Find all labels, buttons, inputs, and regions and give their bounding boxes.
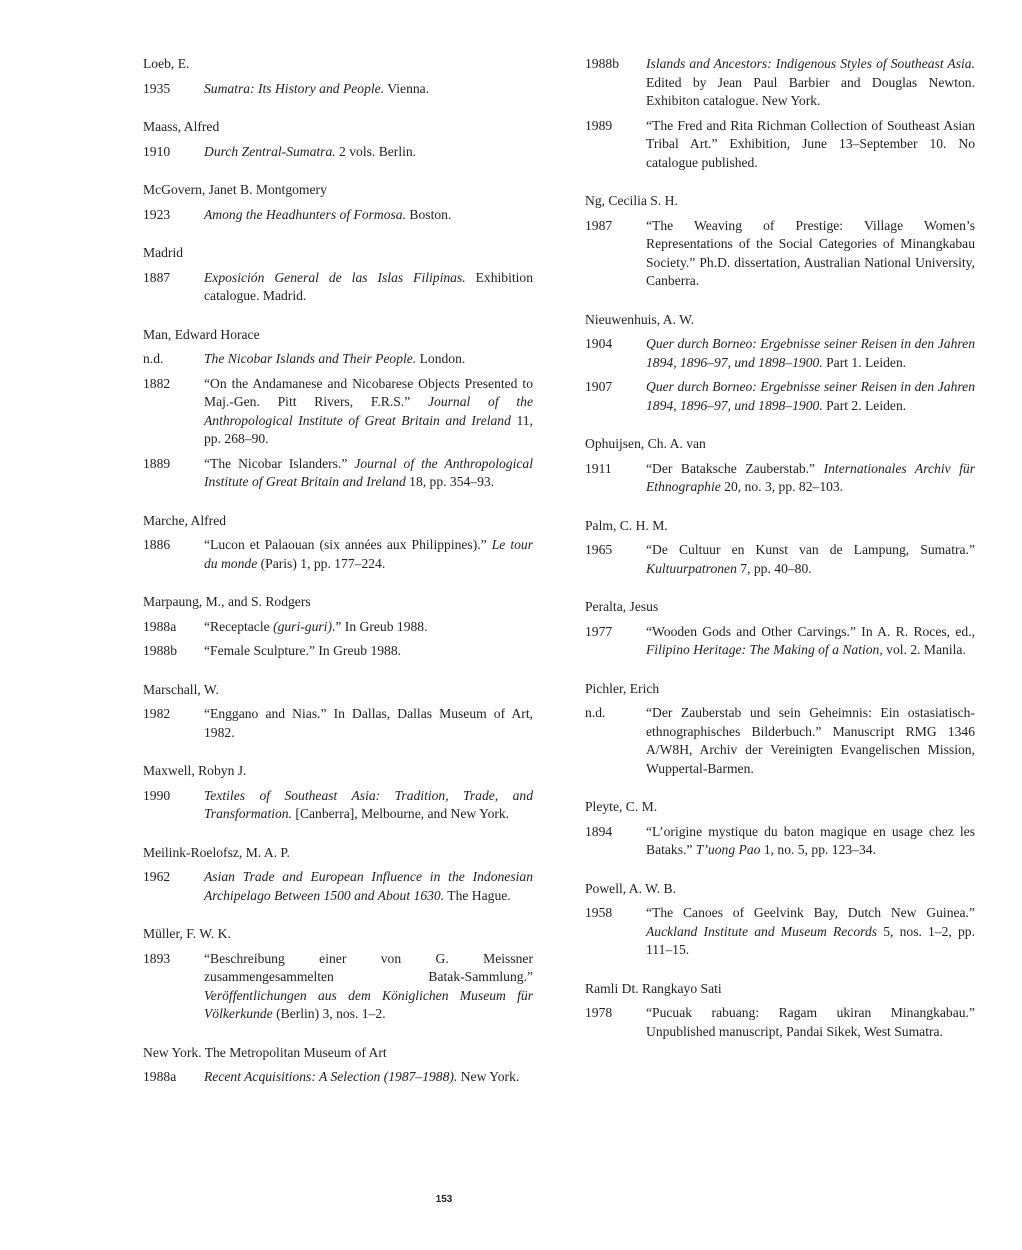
bibliography-entry: [143, 269, 533, 306]
entry-year: 1894: [585, 823, 613, 839]
entry-year: 1886: [143, 537, 171, 552]
entry-year: 1988b: [143, 643, 177, 658]
entry-citation: [204, 455, 533, 492]
citation-title: Journal of the Anthropological Institute of Great Britain and Ireland: [204, 394, 533, 428]
citation-title: Kultuurpatronen: [646, 560, 737, 576]
bibliography-group: [143, 681, 533, 743]
entry-citation: [204, 868, 533, 905]
citation-title: The Nicobar Islands and Their People.: [204, 351, 417, 366]
entry-year: 1988a: [143, 618, 177, 634]
entry-citation: [646, 541, 975, 578]
bibliography-entry: [585, 823, 975, 860]
entry-citation: [204, 536, 533, 573]
entry-year: n.d.: [585, 705, 606, 720]
entry-citation: [204, 705, 533, 742]
bibliography-entry: [143, 705, 533, 742]
bibliography-entry: [585, 704, 975, 778]
citation-title: Journal of the Anthropological Institute of Great Britain and Ireland: [204, 455, 533, 489]
author-heading: Loeb, E.: [143, 56, 190, 71]
bibliography-group: [143, 1044, 533, 1087]
citation-title: Asian Trade and European Influence in the Indonesian Archipelago Between 1500 and About 1630.: [204, 869, 533, 903]
entry-citation: [646, 823, 975, 860]
citation-text: Part 2. Leiden.: [822, 397, 907, 413]
citation-title: Durch Zentral-Sumatra.: [204, 143, 336, 159]
page-number: 153: [435, 1194, 453, 1205]
bibliography-group: [143, 593, 533, 661]
citation-text: 11, pp. 268–90.: [204, 412, 533, 446]
entry-citation: [646, 460, 975, 497]
bibliography-entry: [143, 950, 533, 1024]
entry-year: 1911: [585, 460, 612, 476]
entry-citation: [204, 375, 533, 449]
citation-text: 2 vols. Berlin.: [335, 143, 417, 159]
author-heading: Marpaung, M., and S. Rodgers: [143, 594, 311, 609]
citation-text: “The Weaving of Prestige: Village Women’s Representations of the Social Categories of Minangkabau Society.” Ph.D. dissertation, Australian National University, Canberra.: [646, 217, 975, 288]
entry-citation: [204, 787, 533, 824]
bibliography-entry: [143, 80, 533, 99]
entry-year: 1965: [585, 542, 613, 557]
citation-text: “The Nicobar Islanders.”: [204, 455, 355, 471]
bibliography-group: [585, 798, 975, 860]
entry-citation: [204, 206, 533, 225]
bibliography-left-column: [143, 55, 533, 1107]
author-heading: Pleyte, C. M.: [585, 799, 658, 814]
author-heading: Palm, C. H. M.: [585, 517, 668, 533]
citation-text: “L’origine mystique du baton magique en usage chez les Bataks.”: [646, 823, 975, 857]
bibliography-entry: [143, 642, 533, 661]
entry-year: 1887: [143, 269, 171, 285]
entry-citation: [204, 269, 533, 306]
entry-citation: [204, 642, 533, 661]
citation-text: “Receptacle: [204, 618, 274, 634]
citation-text: “De Cultuur en Kunst van de Lampung, Sumatra.”: [646, 542, 975, 557]
bibliography-group: [143, 925, 533, 1024]
citation-title: Quer durch Borneo: Ergebnisse seiner Reisen in den Jahren 1894, 1896–97, und 1898–1900.: [646, 336, 975, 370]
bibliography-group: [143, 118, 533, 161]
citation-title: T’uong Pao: [695, 842, 761, 857]
citation-text: Edited by Jean Paul Barbier and Douglas Newton. Exhibiton catalogue. New York.: [646, 74, 975, 108]
entry-citation: [646, 704, 975, 778]
citation-text: “Wooden Gods and Other Carvings.” In A. R. Roces, ed.,: [646, 623, 975, 639]
citation-text: New York.: [457, 1069, 520, 1084]
bibliography-entry: [585, 117, 975, 173]
entry-citation: [646, 117, 975, 173]
citation-title: Filipino Heritage: The Making of a Nation,: [646, 642, 883, 657]
author-heading: Peralta, Jesus: [585, 599, 659, 614]
citation-text: “On the Andamanese and Nicobarese Objects Presented to Maj.-Gen. Pitt Rivers, F.R.S.”: [204, 375, 533, 409]
citation-text: .” In Greub 1988.: [331, 618, 428, 634]
citation-text: Vienna.: [384, 80, 430, 96]
bibliography-group: [143, 512, 533, 574]
bibliography-entry: [143, 787, 533, 824]
author-heading: Powell, A. W. B.: [585, 880, 677, 896]
bibliography-group: [143, 244, 533, 306]
citation-text: Boston.: [406, 206, 452, 222]
citation-title: Le tour du monde: [204, 537, 533, 571]
entry-year: 1982: [143, 706, 171, 721]
entry-year: 1988b: [585, 56, 619, 71]
citation-title: Internationales Archiv für Ethnographie: [646, 460, 975, 494]
citation-text: “Der Zauberstab und sein Geheimnis: Ein ostasiatisch-ethnographisches Bilderbuch.” Manuscript RMG 1346 A/W8H, Archiv der Vereinigten Evangelischen Mission, Wuppertal-Barmen.: [646, 705, 975, 776]
bibliography-group: [585, 980, 975, 1042]
citation-title: Exposición General de las Islas Filipinas.: [204, 269, 466, 285]
author-heading: Müller, F. W. K.: [143, 926, 231, 941]
citation-title: Among the Headhunters of Formosa.: [204, 206, 407, 222]
author-heading: McGovern, Janet B. Montgomery: [143, 182, 327, 197]
entry-citation: [646, 1004, 975, 1041]
citation-text: 1, no. 5, pp. 123–34.: [760, 842, 876, 857]
citation-text: 7, pp. 40–80.: [736, 560, 812, 576]
author-heading: Meilink-Roelofsz, M. A. P.: [143, 844, 290, 860]
bibliography-entry: [585, 378, 975, 415]
entry-year: 1882: [143, 375, 171, 391]
bibliography-entry: [143, 868, 533, 905]
bibliography-group: [143, 55, 533, 98]
bibliography-group: [585, 192, 975, 291]
entry-citation: [204, 618, 533, 637]
bibliography-group: [585, 435, 975, 497]
bibliography-group: [143, 326, 533, 492]
citation-title: Veröffentlichungen aus dem Königlichen Museum für Völkerkunde: [204, 987, 533, 1021]
bibliography-group: [143, 762, 533, 824]
author-heading: Madrid: [143, 245, 184, 260]
citation-title: Islands and Ancestors: Indigenous Styles of Southeast Asia.: [646, 56, 975, 71]
entry-citation: [204, 350, 533, 369]
citation-text: “Lucon et Palaouan (six années aux Philippines).”: [204, 537, 492, 552]
bibliography-entry: [585, 623, 975, 660]
citation-title: Auckland Institute and Museum Records: [646, 923, 878, 939]
bibliography-entry: [143, 618, 533, 637]
author-heading: Maxwell, Robyn J.: [143, 763, 247, 778]
entry-year: 1904: [585, 336, 613, 351]
entry-year: 1962: [143, 869, 171, 884]
entry-year: 1910: [143, 143, 171, 159]
citation-text: Part 1. Leiden.: [822, 354, 907, 370]
bibliography-group: [143, 844, 533, 906]
bibliography-entry: [143, 350, 533, 369]
citation-text: “Enggano and Nias.” In Dallas, Dallas Museum of Art, 1982.: [204, 706, 533, 740]
author-heading: Ng, Cecilia S. H.: [585, 193, 678, 208]
bibliography-entry: [585, 541, 975, 578]
entry-year: 1989: [585, 117, 613, 133]
bibliography-right-column: [585, 55, 975, 1061]
bibliography-entry: [585, 217, 975, 291]
bibliography-entry: [143, 536, 533, 573]
citation-text: 5, nos. 1–2, pp. 111–15.: [646, 923, 975, 957]
entry-year: 1907: [585, 379, 613, 394]
citation-text: “Female Sculpture.” In Greub 1988.: [204, 643, 402, 658]
entry-citation: [204, 80, 533, 99]
citation-text: “Der Bataksche Zauberstab.”: [646, 460, 824, 476]
citation-text: “Pucuak rabuang: Ragam ukiran Minangkabau.” Unpublished manuscript, Pandai Sikek, West Sumatra.: [646, 1005, 975, 1039]
entry-year: 1958: [585, 905, 613, 920]
citation-text: “The Fred and Rita Richman Collection of Southeast Asian Tribal Art.” Exhibition, June 13–September 10. No catalogue published.: [646, 117, 975, 170]
entry-year: n.d.: [143, 351, 164, 366]
entry-citation: [646, 623, 975, 660]
entry-citation: [204, 1068, 533, 1087]
citation-text: 20, no. 3, pp. 82–103.: [720, 479, 844, 494]
bibliography-group: [585, 880, 975, 960]
citation-text: (Paris) 1, pp. 177–224.: [257, 555, 386, 571]
citation-title: Textiles of Southeast Asia: Tradition, Trade, and Transformation.: [204, 787, 533, 821]
author-heading: Marche, Alfred: [143, 512, 227, 528]
entry-year: 1923: [143, 206, 171, 222]
bibliography-entry: [585, 904, 975, 960]
entry-citation: [646, 904, 975, 960]
bibliography-entry: [143, 455, 533, 492]
citation-text: Exhibition catalogue. Madrid.: [204, 269, 533, 303]
bibliography-entry: [585, 460, 975, 497]
bibliography-entry: [143, 143, 533, 162]
bibliography-group: [143, 181, 533, 224]
bibliography-entry: [143, 206, 533, 225]
entry-citation: [646, 55, 975, 111]
author-heading: Man, Edward Horace: [143, 326, 260, 342]
author-heading: Ramli Dt. Rangkayo Sati: [585, 980, 722, 996]
author-heading: Maass, Alfred: [143, 119, 220, 134]
citation-title: (guri-guri): [273, 618, 332, 634]
entry-citation: [204, 143, 533, 162]
bibliography-group: [585, 598, 975, 660]
author-heading: Nieuwenhuis, A. W.: [585, 311, 695, 327]
entry-year: 1893: [143, 950, 171, 966]
author-heading: Ophuijsen, Ch. A. van: [585, 436, 706, 451]
bibliography-entry: [585, 55, 975, 111]
entry-year: 1988a: [143, 1069, 177, 1084]
bibliography-group: [585, 55, 975, 172]
bibliography-entry: [585, 1004, 975, 1041]
citation-text: “Beschreibung einer von G. Meissner zusammengesammelten Batak-Sammlung.”: [204, 950, 533, 984]
entry-citation: [204, 950, 533, 1024]
bibliography-entry: [143, 375, 533, 449]
citation-text: vol. 2. Manila.: [882, 642, 966, 657]
entry-year: 1990: [143, 787, 171, 803]
citation-title: Quer durch Borneo: Ergebnisse seiner Reisen in den Jahren 1894, 1896–97, und 1898–1900.: [646, 379, 975, 413]
entry-year: 1977: [585, 623, 613, 639]
citation-title: Sumatra: Its History and People.: [204, 80, 385, 96]
bibliography-entry: [585, 335, 975, 372]
entry-year: 1935: [143, 80, 171, 96]
citation-text: (Berlin) 3, nos. 1–2.: [272, 1006, 386, 1021]
author-heading: New York. The Metropolitan Museum of Art: [143, 1044, 387, 1060]
entry-year: 1987: [585, 217, 613, 233]
entry-citation: [646, 335, 975, 372]
citation-text: [Canberra], Melbourne, and New York.: [292, 806, 510, 821]
citation-text: London.: [416, 351, 466, 366]
bibliography-entry: [143, 1068, 533, 1087]
entry-year: 1889: [143, 455, 171, 471]
author-heading: Marschall, W.: [143, 681, 219, 697]
bibliography-group: [585, 680, 975, 779]
citation-text: 18, pp. 354–93.: [405, 474, 495, 489]
bibliography-group: [585, 311, 975, 416]
entry-citation: [646, 217, 975, 291]
citation-text: The Hague.: [444, 887, 511, 903]
bibliography-group: [585, 517, 975, 579]
entry-year: 1978: [585, 1005, 613, 1020]
citation-text: “The Canoes of Geelvink Bay, Dutch New Guinea.”: [646, 905, 975, 920]
entry-citation: [646, 378, 975, 415]
citation-title: Recent Acquisitions: A Selection (1987–1988).: [204, 1069, 458, 1084]
author-heading: Pichler, Erich: [585, 680, 660, 696]
